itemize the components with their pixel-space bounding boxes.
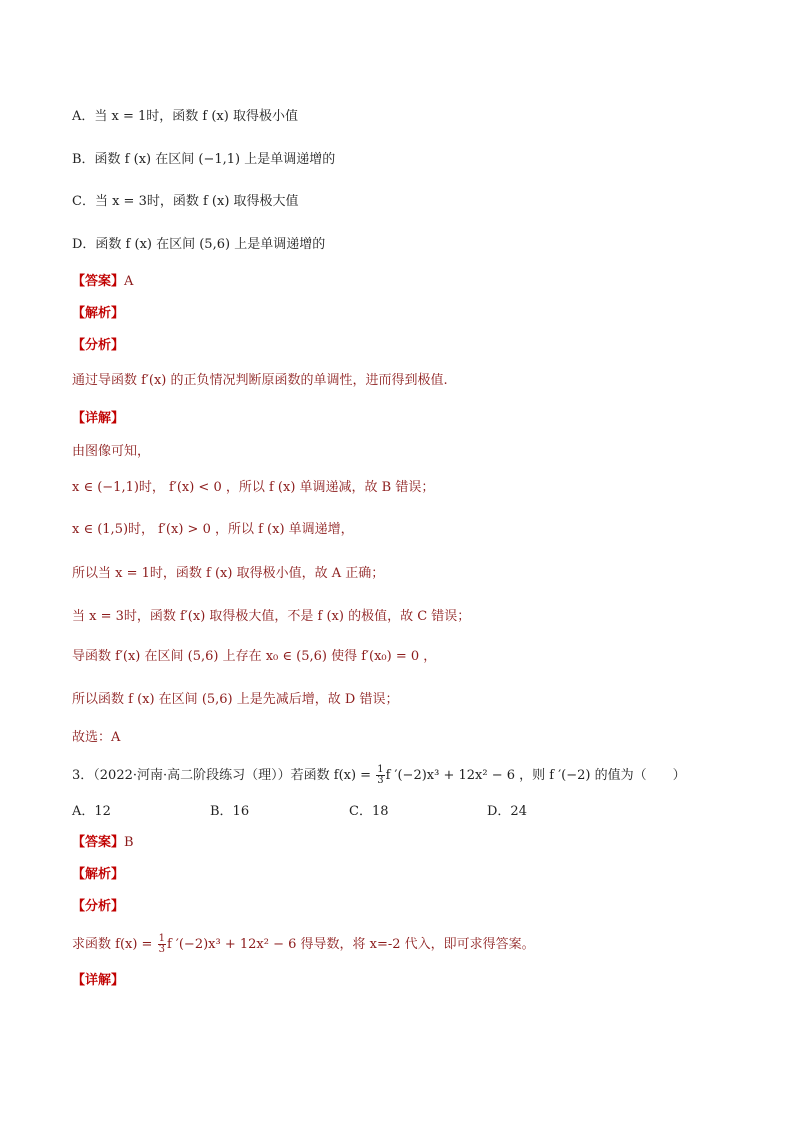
detail-line-5: 当 x = 3时，函数 f′(x) 取得极大值，不是 f (x) 的极值，故 C 错误； xyxy=(72,609,471,624)
answer-tag: 【答案】 xyxy=(72,274,125,289)
q3-option-b: B．16 xyxy=(210,804,250,819)
question-3 xyxy=(72,765,686,786)
detail-line-7: 所以函数 f (x) 在区间 (5,6) 上是先减后增，故 D 错误； xyxy=(72,692,399,707)
option-a: A．当 x = 1时，函数 f (x) 取得极小值 xyxy=(72,109,298,124)
detail-line-8: 故选：A xyxy=(72,730,121,745)
q3-fenxi-text xyxy=(72,934,535,955)
q3-fenxi-prefix: 求函数 f(x) = xyxy=(72,937,157,952)
q3-answer-tag: 【答案】 xyxy=(72,835,125,850)
fenxi-text: 通过导函数 f′(x) 的正负情况判断原函数的单调性，进而得到极值. xyxy=(72,373,448,388)
q3-fenxi-suffix: f ′(−2)x³ + 12x² − 6 得导数，将 x=-2 代入，即可求得答案。 xyxy=(166,937,535,952)
option-c: C．当 x = 3时，函数 f (x) 取得极大值 xyxy=(72,194,299,209)
q3-frac-den: 3 xyxy=(377,775,384,786)
detail-line-6: 导函数 f′(x) 在区间 (5,6) 上存在 x₀ ∈ (5,6) 使得 f′(x₀) = 0 ， xyxy=(72,649,437,664)
answer-line xyxy=(72,273,133,291)
q3-prefix: 3．（2022·河南·高二阶段练习（理））若函数 f(x) = xyxy=(72,768,376,783)
q3-option-d: D．24 xyxy=(487,804,527,819)
q3-frac-num: 1 xyxy=(377,764,384,775)
q3-fraction xyxy=(376,765,384,786)
detail-line-2: x ∈ (−1,1)时， f′(x) < 0 ，所以 f (x) 单调递减，故 B 错误； xyxy=(72,480,435,495)
answer-value: A xyxy=(124,274,134,289)
q3-suffix: f ′(−2)x³ + 12x² − 6 ，则 f ′(−2) 的值为（ ） xyxy=(385,768,686,783)
q3-fenxi-frac-num: 1 xyxy=(158,933,165,944)
q3-answer-line xyxy=(72,834,134,852)
option-d: D．函数 f (x) 在区间 (5,6) 上是单调递增的 xyxy=(72,237,326,252)
q3-fenxi-fraction xyxy=(158,934,166,955)
fenxi-tag: 【分析】 xyxy=(72,338,125,353)
q3-answer-value: B xyxy=(124,835,134,850)
q3-analysis-tag: 【解析】 xyxy=(72,867,125,882)
detail-line-4: 所以当 x = 1时，函数 f (x) 取得极小值，故 A 正确； xyxy=(72,566,385,581)
detail-tag: 【详解】 xyxy=(72,411,125,426)
analysis-tag: 【解析】 xyxy=(72,306,125,321)
detail-line-1: 由图像可知， xyxy=(72,444,151,459)
option-b: B．函数 f (x) 在区间 (−1,1) 上是单调递增的 xyxy=(72,152,336,167)
detail-line-3: x ∈ (1,5)时， f′(x) > 0 ，所以 f (x) 单调递增， xyxy=(72,522,354,537)
q3-fenxi-frac-den: 3 xyxy=(158,944,165,955)
q3-option-c: C．18 xyxy=(349,804,389,819)
q3-option-a: A．12 xyxy=(72,804,111,819)
q3-fenxi-tag: 【分析】 xyxy=(72,899,125,914)
q3-detail-tag: 【详解】 xyxy=(72,973,125,988)
